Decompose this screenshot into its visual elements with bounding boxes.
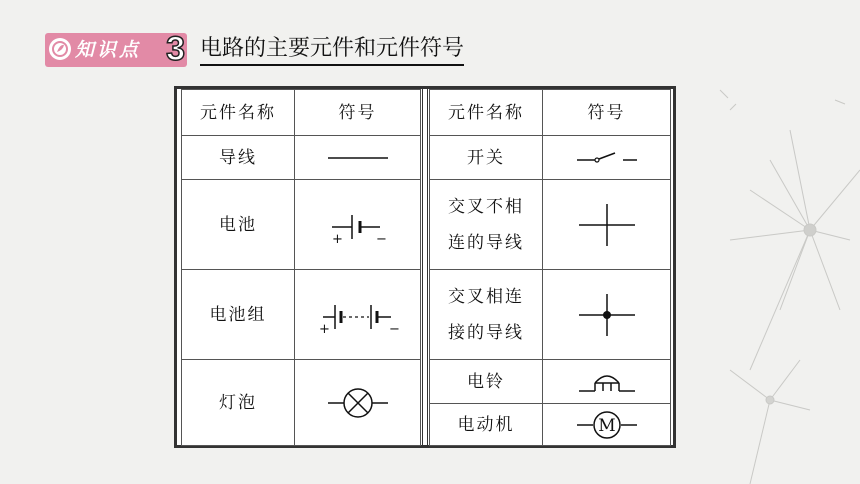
- header-symbol-right: 符号: [543, 90, 671, 136]
- dandelion-decoration: [690, 70, 860, 484]
- section-heading: 电路的主要元件和元件符号: [200, 34, 464, 66]
- row-name-battery: 电池组: [182, 270, 295, 360]
- symbol-switch-icon: [543, 136, 671, 180]
- row-name-motor: 电动机: [430, 404, 543, 446]
- row-name-cell: 电池: [182, 180, 295, 270]
- table-divider: [422, 89, 428, 445]
- knowledge-point-badge: [45, 30, 187, 68]
- row-name-bulb: 灯泡: [182, 360, 295, 446]
- minus-label: −: [375, 231, 387, 245]
- row-name-bell: 电铃: [430, 360, 543, 404]
- table-right-half: [429, 89, 671, 446]
- badge-leaf-icon: [49, 38, 71, 60]
- row-name-wire: 导线: [182, 136, 295, 180]
- plus-label: +: [331, 231, 343, 245]
- minus-label-2: −: [388, 321, 400, 335]
- symbol-wire-icon: [295, 136, 421, 180]
- motor-label: M: [597, 415, 616, 436]
- symbol-bell-icon: [543, 360, 671, 404]
- symbol-cross-connected-icon: [543, 270, 671, 360]
- row-name-cross-connected: 交叉相连 接的导线: [430, 270, 543, 360]
- badge-number: 3: [166, 30, 185, 68]
- table-left-half: [181, 89, 421, 446]
- symbol-motor-icon: [543, 404, 671, 446]
- symbol-cell-icon: [295, 180, 421, 270]
- symbol-bulb-icon: [295, 360, 421, 446]
- header-name-right: 元件名称: [430, 90, 543, 136]
- components-table: [174, 86, 676, 448]
- symbol-battery-icon: [295, 270, 421, 360]
- row-name-cross-unconnected: 交叉不相 连的导线: [430, 180, 543, 270]
- symbol-cross-unconnected-icon: [543, 180, 671, 270]
- row-name-switch: 开关: [430, 136, 543, 180]
- header-symbol: 符号: [295, 90, 421, 136]
- header-name: 元件名称: [182, 90, 295, 136]
- plus-label-2: +: [318, 321, 330, 335]
- badge-label: 知识点: [75, 39, 142, 61]
